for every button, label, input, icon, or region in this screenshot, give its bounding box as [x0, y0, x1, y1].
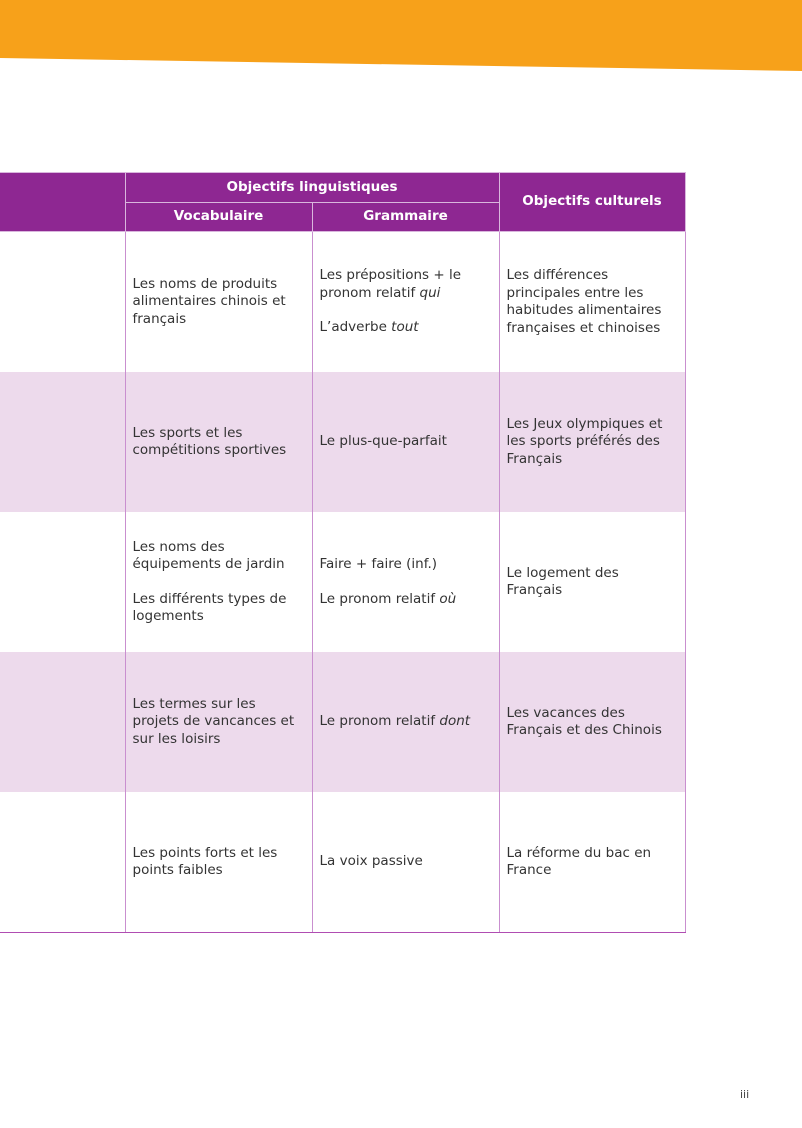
row-label-cell: [0, 652, 125, 792]
grammar-cell: [312, 232, 499, 373]
culture-item: La réforme du bac en France: [506, 844, 652, 878]
table-row: [0, 652, 685, 792]
culture-cell: [499, 792, 685, 933]
vocabulary-item: Les noms de produits alimentaires chinois et français: [132, 275, 286, 327]
vocabulary-cell: [125, 232, 312, 373]
grammar-item: La voix passive: [319, 853, 423, 870]
table-row: [0, 372, 685, 512]
culture-item: Les Jeux olympiques et les sports préférés des Français: [506, 415, 663, 467]
grammar-item: Le pronom relatif où: [319, 590, 457, 607]
table-row: [0, 792, 685, 933]
row-label-cell: [0, 372, 125, 512]
grammar-item: Faire + faire (inf.): [319, 556, 438, 572]
grammar-cell: [312, 652, 499, 792]
header-blank-cell: [0, 173, 125, 232]
grammar-cell: [312, 792, 499, 933]
vocabulary-cell: [125, 372, 312, 512]
header-grammar: Grammaire: [312, 202, 499, 232]
header-vocabulary: Vocabulaire: [125, 202, 312, 232]
page-number: iii: [740, 1088, 750, 1101]
culture-cell: [499, 652, 685, 792]
grammar-item: L’adverbe tout: [319, 319, 419, 336]
header-linguistic-objectives: Objectifs linguistiques: [125, 173, 499, 203]
vocabulary-cell: [125, 792, 312, 933]
grammar-cell: [312, 372, 499, 512]
culture-item: Le logement des Français: [506, 564, 619, 598]
table-row: [0, 232, 685, 373]
vocabulary-cell: [125, 512, 312, 652]
row-label-cell: [0, 512, 125, 652]
header-cultural-objectives: Objectifs culturels: [499, 173, 685, 232]
vocabulary-item: Les noms des équipements de jardin: [132, 538, 285, 572]
grammar-item: Le pronom relatif dont: [319, 713, 471, 730]
grammar-item: Les prépositions + le pronom relatif qui: [319, 267, 461, 301]
vocabulary-item: Les termes sur les projets de vancances et sur les loisirs: [132, 695, 295, 747]
orange-header-banner: [0, 0, 802, 80]
row-label-cell: [0, 232, 125, 373]
vocabulary-item: Les points forts et les points faibles: [132, 844, 278, 878]
vocabulary-item: Les sports et les compétitions sportives: [132, 424, 287, 458]
grammar-item: Le plus-que-parfait: [319, 433, 447, 450]
table-row: [0, 512, 685, 652]
vocabulary-cell: [125, 652, 312, 792]
objectives-table: [0, 172, 686, 933]
culture-cell: [499, 232, 685, 373]
vocabulary-item: Les différents types de logements: [132, 590, 287, 624]
culture-item: Les différences principales entre les habitudes alimentaires françaises et chinoises: [506, 267, 662, 336]
culture-item: Les vacances des Français et des Chinois: [506, 704, 662, 738]
row-label-cell: [0, 792, 125, 933]
grammar-cell: [312, 512, 499, 652]
culture-cell: [499, 512, 685, 652]
culture-cell: [499, 372, 685, 512]
